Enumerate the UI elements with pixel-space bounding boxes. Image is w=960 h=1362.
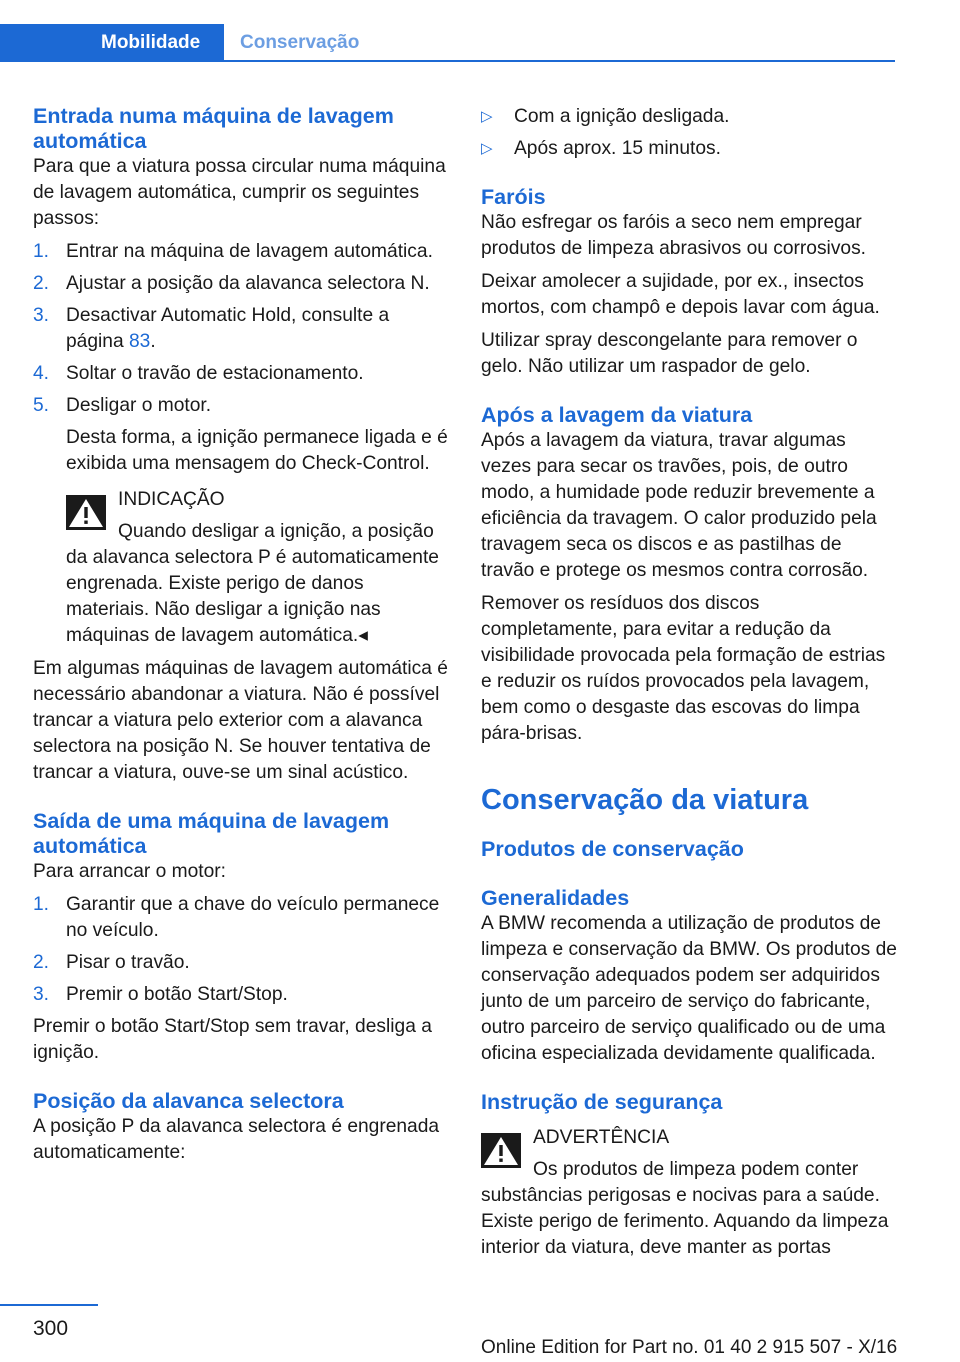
list-item [481, 104, 897, 130]
farois-p2: Deixar amolecer a sujidade, por ex., insectos mortos, com champô e depois lavar com água. [481, 271, 880, 318]
step-number: 3. [33, 984, 50, 1005]
step-text: Ajustar a posição da alavanca selectora N. [66, 273, 430, 294]
heading-instrucao-seguranca: Instrução de segurança [481, 1090, 723, 1114]
saida-steps [33, 892, 448, 1008]
note-text: Quando desligar a ignição, a posição da alavanca selectora P é automaticamente engrenada. Existe perigo de danos materiais. Não desligar a ignição nas máquinas de lavagem automática.◂ [66, 521, 439, 646]
bullet-text: Com a ignição desligada. [514, 106, 730, 127]
step-text-end: . [150, 331, 156, 352]
advertencia-note [481, 1125, 897, 1261]
entrada-steps [33, 239, 448, 649]
right-column [481, 104, 897, 1261]
left-column [33, 104, 448, 1166]
step-text: Premir o botão Start/Stop. [66, 984, 288, 1005]
heading-conservacao-viatura: Conservação da viatura [481, 784, 809, 816]
entrada-outro: Em algumas máquinas de lavagem automática é necessário abandonar a viatura. Não é possível trancar a viatura pelo exterior com a alavanca selectora na posição N. Se houver tentativa de trancar a viatura, ouve-se um sinal acústico. [33, 658, 448, 783]
bullet-text: Após aprox. 15 minutos. [514, 138, 721, 159]
posicao-text: A posição P da alavanca selectora é engrenada automaticamente: [33, 1116, 440, 1163]
step-subtext: Desta forma, a ignição permanece ligada e é exibida uma mensagem do Check-Control. [66, 427, 448, 474]
step-text: Entrar na máquina de lavagem automática. [66, 241, 433, 262]
warning-triangle-icon [481, 1133, 521, 1168]
farois-p1: Não esfregar os faróis a seco nem empregar produtos de limpeza abrasivos ou corrosivos. [481, 212, 867, 259]
tab-conservacao[interactable]: Conservação [240, 32, 360, 53]
heading-entrada-lavagem: Entrada numa máquina de lavagem automática [33, 104, 394, 153]
list-item [33, 892, 448, 944]
step-number: 1. [33, 241, 50, 262]
step-text: Garantir que a chave do veículo permanece no veículo. [66, 894, 440, 941]
heading-saida-lavagem: Saída de uma máquina de lavagem automática [33, 809, 390, 858]
tab-underline [0, 60, 895, 62]
step-number: 5. [33, 395, 50, 416]
heading-apos-lavagem: Após a lavagem da viatura [481, 403, 753, 427]
apos-p2: Remover os resíduos dos discos completamente, para evitar a redução da visibilidade provocada pela formação de estrias e reduzir os ruídos provocados pela lavagem, bem como o desgaste das escovas do limpa pára-brisas. [481, 593, 886, 744]
heading-farois: Faróis [481, 185, 546, 209]
indicacao-note [66, 487, 448, 649]
chapter-tabs [0, 24, 895, 62]
list-item [33, 239, 448, 265]
heading-generalidades: Generalidades [481, 886, 630, 910]
warning-triangle-icon [66, 495, 106, 530]
edition-footer: Online Edition for Part no. 01 40 2 915 507 - X/16 [481, 1337, 898, 1358]
triangle-bullet-icon: ▷ [481, 108, 493, 125]
note-title: ADVERTÊNCIA [533, 1127, 670, 1148]
step-number: 3. [33, 305, 50, 326]
footer-rule [0, 1304, 98, 1306]
step-text: Desligar o motor. [66, 395, 212, 416]
page-number: 300 [33, 1317, 69, 1340]
note-text: Os produtos de limpeza podem conter substâncias perigosas e nocivas para a saúde. Existe perigo de ferimento. Aquando da limpeza interior da viatura, deve manter as portas [481, 1159, 889, 1258]
step-number: 2. [33, 273, 50, 294]
list-item [33, 982, 448, 1008]
step-number: 4. [33, 363, 50, 384]
apos-p1: Após a lavagem da viatura, travar algumas vezes para secar os travões, pois, de outro modo, a humidade pode reduzir brevemente a eficiência da travagem. O calor produzido pela travagem seca os discos e as pastilhas de travão e protege os mesmos contra corrosão. [481, 430, 877, 581]
list-item [33, 950, 448, 976]
heading-posicao-alavanca: Posição da alavanca selectora [33, 1089, 344, 1113]
step-text: Soltar o travão de estacionamento. [66, 363, 364, 384]
generalidades-text: A BMW recomenda a utilização de produtos de limpeza e conservação da BMW. Os produtos de conservação adequados podem ser adquiridos junto de um parceiro de serviço do fabricante, outro parceiro de serviço qualificado ou de uma oficina especializada devidamente qualificada. [481, 913, 897, 1064]
step-number: 1. [33, 894, 50, 915]
saida-outro: Premir o botão Start/Stop sem travar, desliga a ignição. [33, 1016, 432, 1063]
tab-mobilidade[interactable]: Mobilidade [0, 24, 224, 62]
farois-p3: Utilizar spray descongelante para remover o gelo. Não utilizar um raspador de gelo. [481, 330, 858, 377]
list-item [33, 271, 448, 297]
list-item [481, 136, 897, 162]
step-text: Pisar o travão. [66, 952, 190, 973]
list-item [33, 303, 448, 355]
note-title: INDICAÇÃO [118, 489, 225, 510]
entrada-intro: Para que a viatura possa circular numa máquina de lavagem automática, cumprir os seguintes passos: [33, 156, 446, 229]
heading-produtos-conservacao: Produtos de conservação [481, 837, 744, 861]
page-link[interactable]: 83 [128, 331, 151, 352]
list-item [33, 361, 448, 387]
step-number: 2. [33, 952, 50, 973]
saida-intro: Para arrancar o motor: [33, 861, 227, 882]
triangle-bullet-icon: ▷ [481, 140, 493, 157]
step-text: Desactivar Automatic Hold, consulte a página [66, 305, 390, 352]
condition-bullets [481, 104, 897, 162]
list-item [33, 393, 448, 649]
